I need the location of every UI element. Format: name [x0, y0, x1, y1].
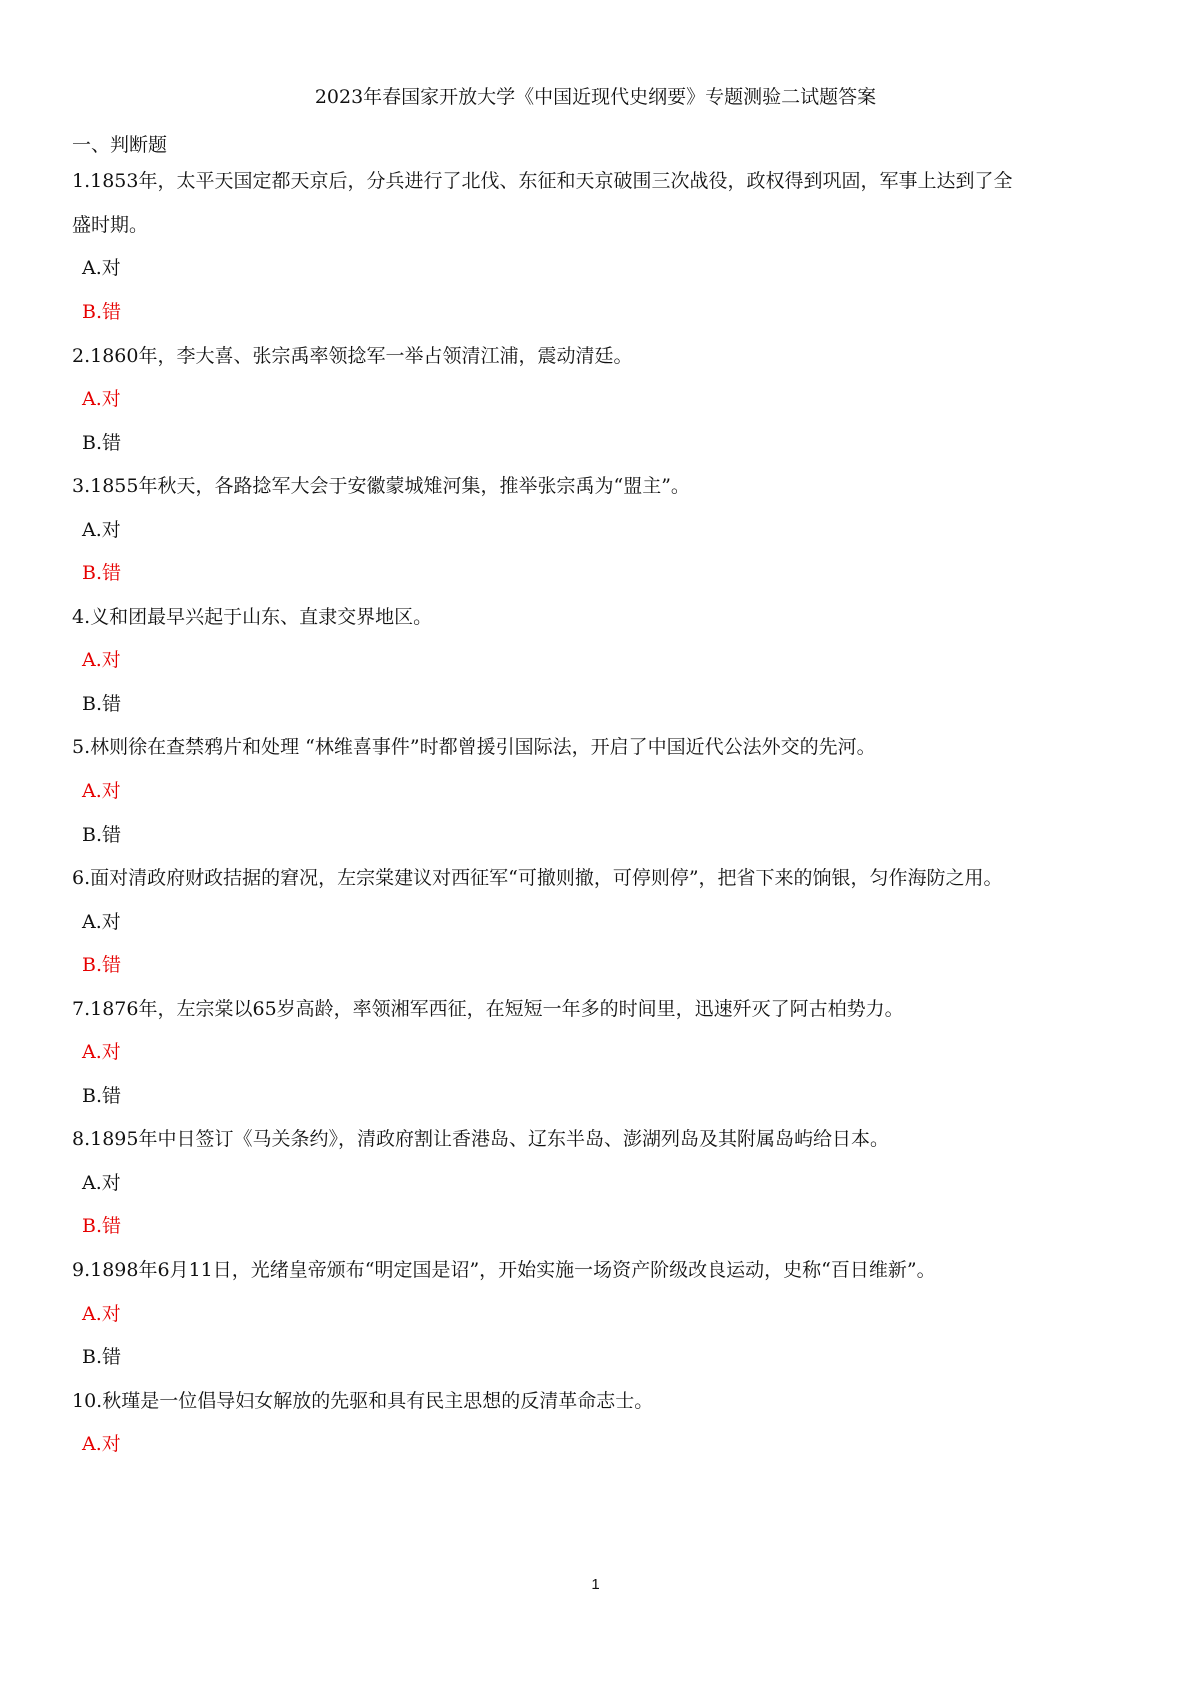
question-7-option-a-answer: A.对 — [82, 1041, 121, 1063]
question-6-option-a: A.对 — [82, 911, 121, 933]
question-1-line-2: 盛时期。 — [72, 214, 149, 236]
question-5: 5.林则徐在查禁鸦片和处理 “林维喜事件”时都曾援引国际法，开启了中国近代公法外交的先河。 — [72, 736, 876, 758]
question-2-option-b: B.错 — [82, 432, 122, 454]
question-6-option-b-answer: B.错 — [82, 954, 122, 976]
question-8-option-a: A.对 — [82, 1172, 121, 1194]
section-heading: 一、判断题 — [72, 134, 168, 156]
question-2: 2.1860年，李大喜、张宗禹率领捻军一举占领清江浦，震动清廷。 — [72, 345, 633, 367]
question-3-option-b-answer: B.错 — [82, 562, 122, 584]
question-5-option-b: B.错 — [82, 824, 122, 846]
question-10-option-a-answer: A.对 — [82, 1433, 121, 1455]
question-4: 4.义和团最早兴起于山东、直隶交界地区。 — [72, 606, 433, 628]
question-9-option-a-answer: A.对 — [82, 1303, 121, 1325]
question-3-option-a: A.对 — [82, 519, 121, 541]
question-9-option-b: B.错 — [82, 1346, 122, 1368]
question-3: 3.1855年秋天，各路捻军大会于安徽蒙城雉河集，推举张宗禹为“盟主”。 — [72, 475, 690, 497]
question-8-option-b-answer: B.错 — [82, 1215, 122, 1237]
question-5-option-a-answer: A.对 — [82, 780, 121, 802]
question-1-line-1: 1.1853年，太平天国定都天京后，分兵进行了北伐、东征和天京破围三次战役，政权得到巩固，军事上达到了全 — [72, 170, 1013, 192]
question-4-option-b: B.错 — [82, 693, 122, 715]
question-4-option-a-answer: A.对 — [82, 649, 121, 671]
question-1-option-a: A.对 — [82, 257, 121, 279]
question-6: 6.面对清政府财政拮据的窘况，左宗棠建议对西征军“可撤则撤，可停则停”，把省下来的饷银，匀作海防之用。 — [72, 867, 1003, 889]
question-10: 10.秋瑾是一位倡导妇女解放的先驱和具有民主思想的反清革命志士。 — [72, 1390, 654, 1412]
question-8: 8.1895年中日签订《马关条约》，清政府割让香港岛、辽东半岛、澎湖列岛及其附属岛屿给日本。 — [72, 1128, 889, 1150]
question-7-option-b: B.错 — [82, 1085, 122, 1107]
question-2-option-a-answer: A.对 — [82, 388, 121, 410]
question-9: 9.1898年6月11日，光绪皇帝颁布“明定国是诏”，开始实施一场资产阶级改良运动，史称“百日维新”。 — [72, 1259, 936, 1281]
document-title: 2023年春国家开放大学《中国近现代史纲要》专题测验二试题答案 — [314, 86, 877, 108]
question-7: 7.1876年，左宗棠以65岁高龄，率领湘军西征，在短短一年多的时间里，迅速歼灭了阿古柏势力。 — [72, 998, 904, 1020]
page-number: 1 — [591, 1576, 600, 1593]
question-1-option-b-answer: B.错 — [82, 301, 122, 323]
